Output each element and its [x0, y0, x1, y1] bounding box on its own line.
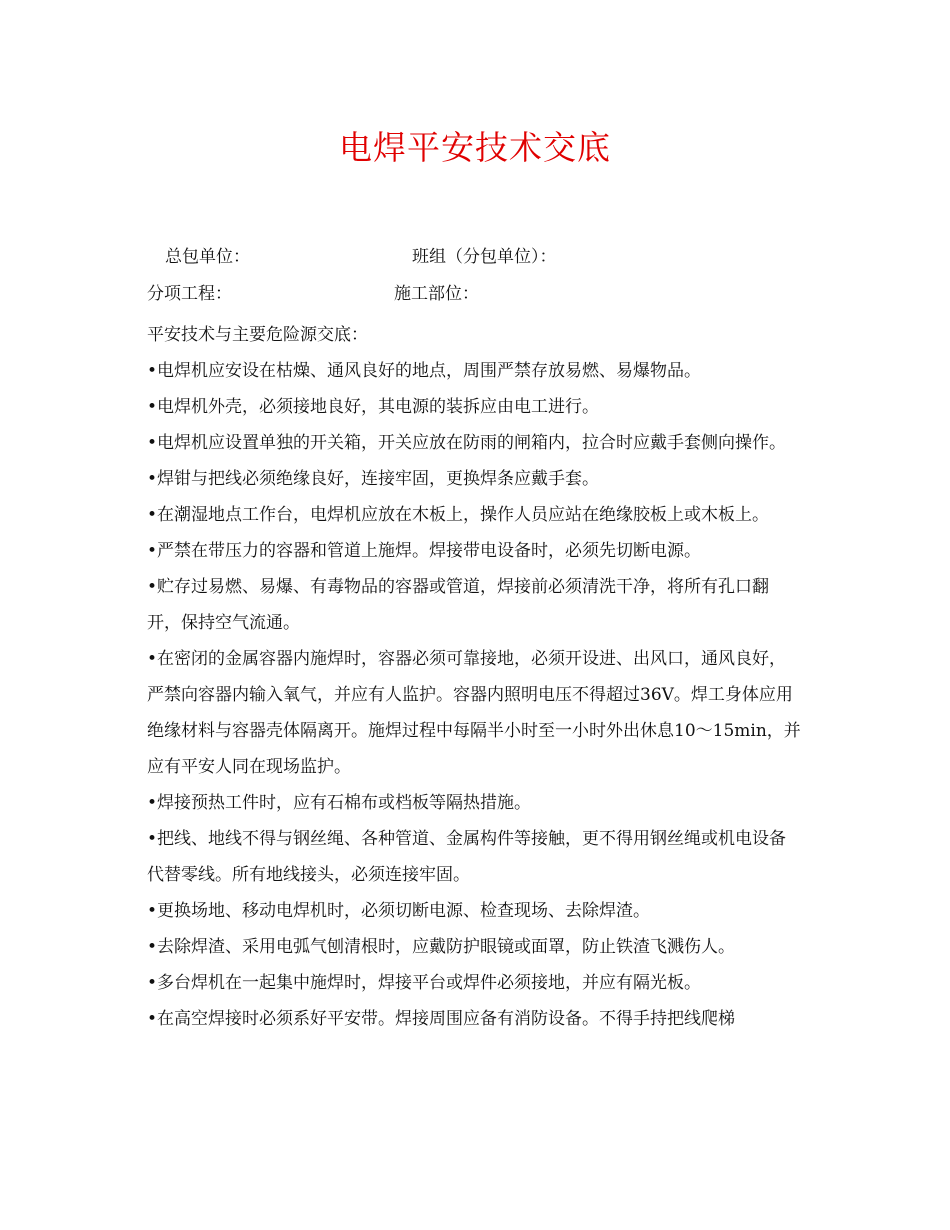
- list-item: •把线、地线不得与钢丝绳、各种管道、金属构件等接触，更不得用钢丝绳或机电设备代替零线。所有地线接头，必须连接牢固。: [147, 829, 787, 885]
- list-item: •电焊机外壳，必须接地良好，其电源的装拆应由电工进行。: [147, 397, 600, 417]
- sub-project-label: 分项工程：: [147, 284, 232, 304]
- list-item: •电焊机应安设在枯燥、通风良好的地点，周围严禁存放易燃、易爆物品。: [147, 361, 702, 381]
- list-item: •贮存过易燃、易爆、有毒物品的容器或管道，焊接前必须清洗干净，将所有孔口翻开，保持空气流通。: [147, 577, 770, 633]
- general-contractor-label: 总包单位：: [165, 247, 250, 267]
- list-item: •多台焊机在一起集中施焊时，焊接平台或焊件必须接地，并应有隔光板。: [147, 973, 702, 993]
- list-item: •在密闭的金属容器内施焊时，容器必须可靠接地，必须开设进、出风口，通风良好，严禁向容器内输入氧气，并应有人监护。容器内照明电压不得超过36V。焊工身体应用绝缘材料与容器壳体隔离开。施焊过程中每隔半小时至一小时外出休息10～15min，并应有平安人同在现场监护。: [147, 649, 801, 777]
- document-title: 电焊平安技术交底: [339, 128, 611, 167]
- list-item: •焊钳与把线必须绝缘良好，连接牢固，更换焊条应戴手套。: [147, 469, 600, 489]
- list-item: •焊接预热工件时，应有石棉布或档板等隔热措施。: [147, 793, 532, 813]
- team-label: 班组（分包单位）：: [412, 247, 557, 267]
- intro-line: 平安技术与主要危险源交底：: [147, 325, 368, 345]
- list-item: •在潮湿地点工作台，电焊机应放在木板上，操作人员应站在绝缘胶板上或木板上。: [147, 505, 770, 525]
- document-body: [147, 317, 803, 1037]
- list-item: •严禁在带压力的容器和管道上施焊。焊接带电设备时，必须先切断电源。: [147, 541, 702, 561]
- list-item: •更换场地、移动电焊机时，必须切断电源、检查现场、去除焊渣。: [147, 901, 651, 921]
- list-item: •电焊机应设置单独的开关箱，开关应放在防雨的闸箱内，拉合时应戴手套侧向操作。: [147, 433, 787, 453]
- list-item: •去除焊渣、采用电弧气刨清根时，应戴防护眼镜或面罩，防止铁渣飞溅伤人。: [147, 937, 736, 957]
- construction-part-label: 施工部位：: [394, 284, 479, 304]
- list-item: •在高空焊接时必须系好平安带。焊接周围应备有消防设备。不得手持把线爬梯: [147, 1009, 736, 1029]
